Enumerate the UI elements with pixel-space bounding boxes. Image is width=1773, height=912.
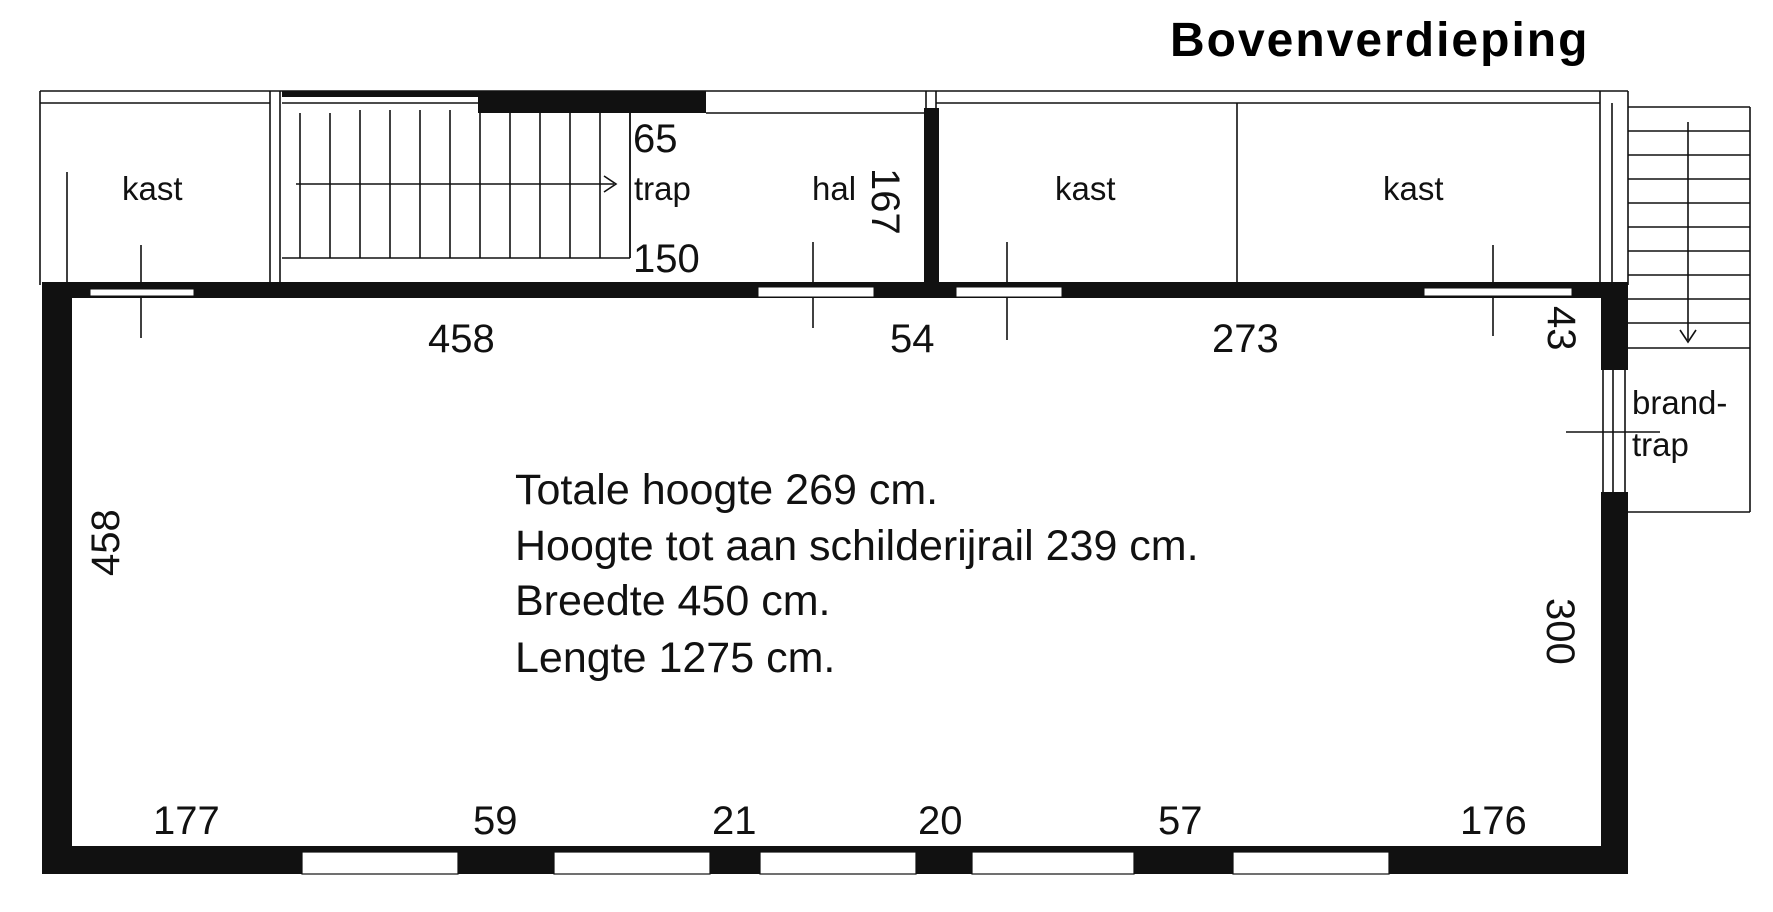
dim-top-458: 458 (428, 317, 495, 361)
room-label-kast-right: kast (1383, 170, 1444, 207)
stair (282, 110, 630, 258)
dim-trap-bottom: 150 (633, 237, 700, 281)
dim-bottom: 177 (153, 799, 220, 843)
dim-hal: 167 (863, 168, 907, 235)
dim-bottom: 57 (1158, 799, 1203, 843)
dim-left-458: 458 (84, 509, 128, 576)
dim-bottom: 20 (918, 799, 963, 843)
dim-top-43: 43 (1539, 306, 1583, 351)
plan-title: Bovenverdieping (1170, 14, 1590, 67)
hall-divider-wall (924, 108, 939, 288)
dim-bottom: 176 (1460, 799, 1527, 843)
note-line: Lengte 1275 cm. (515, 634, 836, 682)
note-line: Breedte 450 cm. (515, 577, 831, 625)
room-label-brandtrap-1: brand- (1632, 384, 1728, 421)
room-label-kast-left: kast (122, 170, 183, 207)
room-label-trap: trap (634, 170, 691, 207)
dim-top-273: 273 (1212, 317, 1279, 361)
main-room-walls (42, 282, 1660, 874)
window (760, 852, 916, 874)
door-opening (956, 287, 1062, 297)
door-opening (758, 287, 874, 297)
window (554, 852, 710, 874)
window (302, 852, 458, 874)
room-label-hal: hal (812, 170, 857, 207)
top-wall-segment (478, 91, 706, 113)
top-strip (40, 91, 1628, 340)
dim-bottom: 21 (712, 799, 757, 843)
dim-bottom: 59 (473, 799, 518, 843)
note-line: Totale hoogte 269 cm. (515, 466, 939, 514)
window (1233, 852, 1389, 874)
room-label-kast-mid: kast (1055, 170, 1116, 207)
note-line: Hoogte tot aan schilderijrail 239 cm. (515, 522, 1199, 570)
dim-top-54: 54 (890, 317, 935, 361)
dim-right-300: 300 (1538, 598, 1582, 665)
window (972, 852, 1134, 874)
room-label-brandtrap-2: trap (1632, 426, 1689, 463)
dim-trap-top: 65 (633, 117, 678, 161)
